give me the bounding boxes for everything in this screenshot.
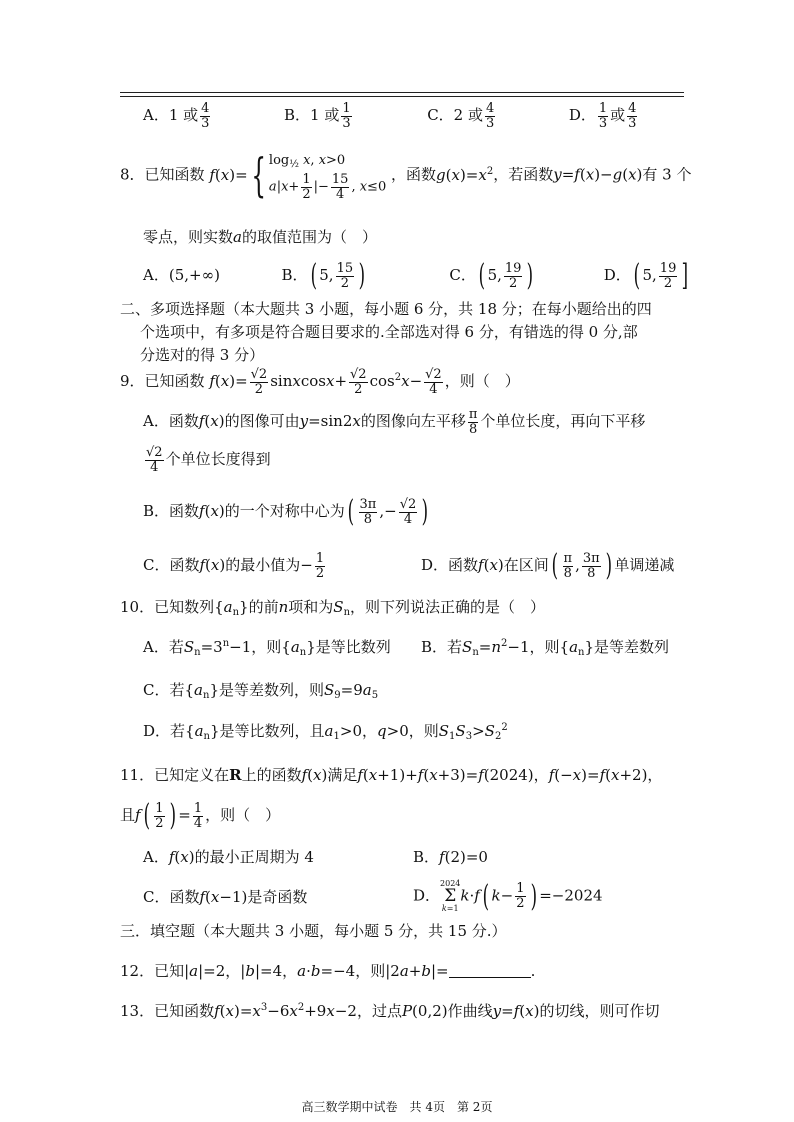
page-footer: 高三数学期中试卷 共 4页 第 2页 [301,1100,493,1114]
q9-option-b[interactable]: B．函数f(x)的一个对称中心为( $\frac{3\pi}{8}$ ,− $\frac{√2}{4}$ ) [143,494,429,530]
q9-option-c[interactable]: C．函数f(x)的最小值为− $\frac{1}{2}$ [143,551,325,581]
q8-function-f: f(x)={ $\log_{\frac{1}{2}} x$, x>0 a|x+ $\frac{1}{2}$ |− $\frac{15}{4}$ , x≤0 [209,148,387,203]
q8-option-b[interactable]: B．( 5, $\frac{15}{2}$ ) [281,258,366,294]
q8-option-a[interactable]: A．(5,+∞) [143,266,220,285]
section2-title-line2: 个选项中，有多项是符合题目要求的.全部选对得 6 分，有错选的得 0 分,部 [140,323,638,341]
q7-options [143,102,639,130]
q10-stem: 10．已知数列$\{a_n\}$的前n项和为$S_n$，则下列说法正确的是（ ） [120,598,546,618]
section2-title-line3: 分选对的得 3 分） [140,346,265,364]
q8-options [143,258,691,294]
q9-option-d[interactable]: D．函数f(x)在区间( $\frac{\pi}{8}$ , $\frac{3\pi}{8}$ ) 单调递减 [421,548,675,584]
q12-answer-blank[interactable] [449,977,531,978]
q11-stem: 11．已知定义在R上的函数f(x)满足f(x+1)+f(x+3)=f(2024)，f(−x)=f(x+2)， [120,766,663,784]
q10-option-d[interactable]: D．若$\{a_n\}$是等比数列，且$a_1>0$，q>0，则$S_1S_3>S_2^2$ [143,722,508,742]
q8-option-c[interactable]: C．( 5, $\frac{19}{2}$ ) [449,258,534,294]
q11-stem-line2: 且f( $\frac{1}{2}$ ) = $\frac{1}{4}$ ，则（ ） [120,798,281,834]
header-rule-bottom [120,96,684,97]
section2-title-line1: 二、多项选择题（本大题共 3 小题，每小题 6 分，共 18 分；在每小题给出的四 [120,300,652,318]
q8-function-g: $g(x)=x^2$ [436,165,494,184]
header-rule-top [120,92,684,93]
q12-stem: 12．已知|a|=2，|b|=4，a·b=−4，则|2a+b|= . [120,962,536,980]
section3-title: 三．填空题（本大题共 3 小题，每小题 5 分，共 15 分.） [120,922,507,940]
q11-option-d[interactable]: D． 2024 Σ k=1 k·f( k− $\frac{1}{2}$ ) =−2024 [413,878,603,914]
q7-option-d[interactable]: D． $\frac{1}{3}$ 或 $\frac{4}{3}$ [568,101,637,131]
q7-option-c[interactable]: C．2 或 $\frac{4}{3}$ [427,101,495,131]
q8-option-d[interactable]: D．( 5, $\frac{19}{2}$ ] [603,258,689,294]
q9-option-a[interactable]: A．函数f(x)的图像可由y=sin2x的图像向左平移 $\frac{\pi}{8}$ 个单位长度，再向下平移 [143,407,646,437]
q7-option-a[interactable]: A．1 或 $\frac{4}{3}$ [143,101,210,131]
q10-option-a[interactable]: A．若$S_n=3^n-1$，则$\{a_n\}$是等比数列 [143,638,391,658]
q10-option-b[interactable]: B．若$S_n=n^2-1$，则$\{a_n\}$是等差数列 [421,638,670,658]
q7-option-b[interactable]: B．1 或 $\frac{1}{3}$ [284,101,351,131]
q9-stem: 9．已知函数 f(x)= $\frac{√2}{2}$ sinxcosx+ $\frac{√2}{2}$ $\cos^2x-$ $\frac{√2}{4}$ ，则（ ） [120,367,520,397]
q11-option-a[interactable]: A．f(x)的最小正周期为 4 [143,848,314,866]
q10-option-c[interactable]: C．若$\{a_n\}$是等差数列，则$S_9=9a_5$ [143,681,379,701]
q8-stem: 8．已知函数 f(x)={ $\log_{\frac{1}{2}} x$, x>0 a|x+ $\frac{1}{2}$ |− $\frac{15}{4}$ , x≤0 ，函数$g(x)=x^2$，若函数y=f(x)−g(x)有 3 个 [120,148,692,203]
q11-option-b[interactable]: B．f(2)=0 [413,848,488,866]
q8-stem-line2: 零点，则实数a的取值范围为（ ） [143,228,377,246]
q11-option-c[interactable]: C．函数f(x−1)是奇函数 [143,888,308,906]
q9-option-a-line2: $\frac{√2}{4}$ 个单位长度得到 [146,445,271,475]
q13-stem: 13．已知函数$f(x)=x^3-6x^2+9x-2$，过点P(0,2)作曲线y=f(x)的切线，则可作切 [120,1002,660,1020]
